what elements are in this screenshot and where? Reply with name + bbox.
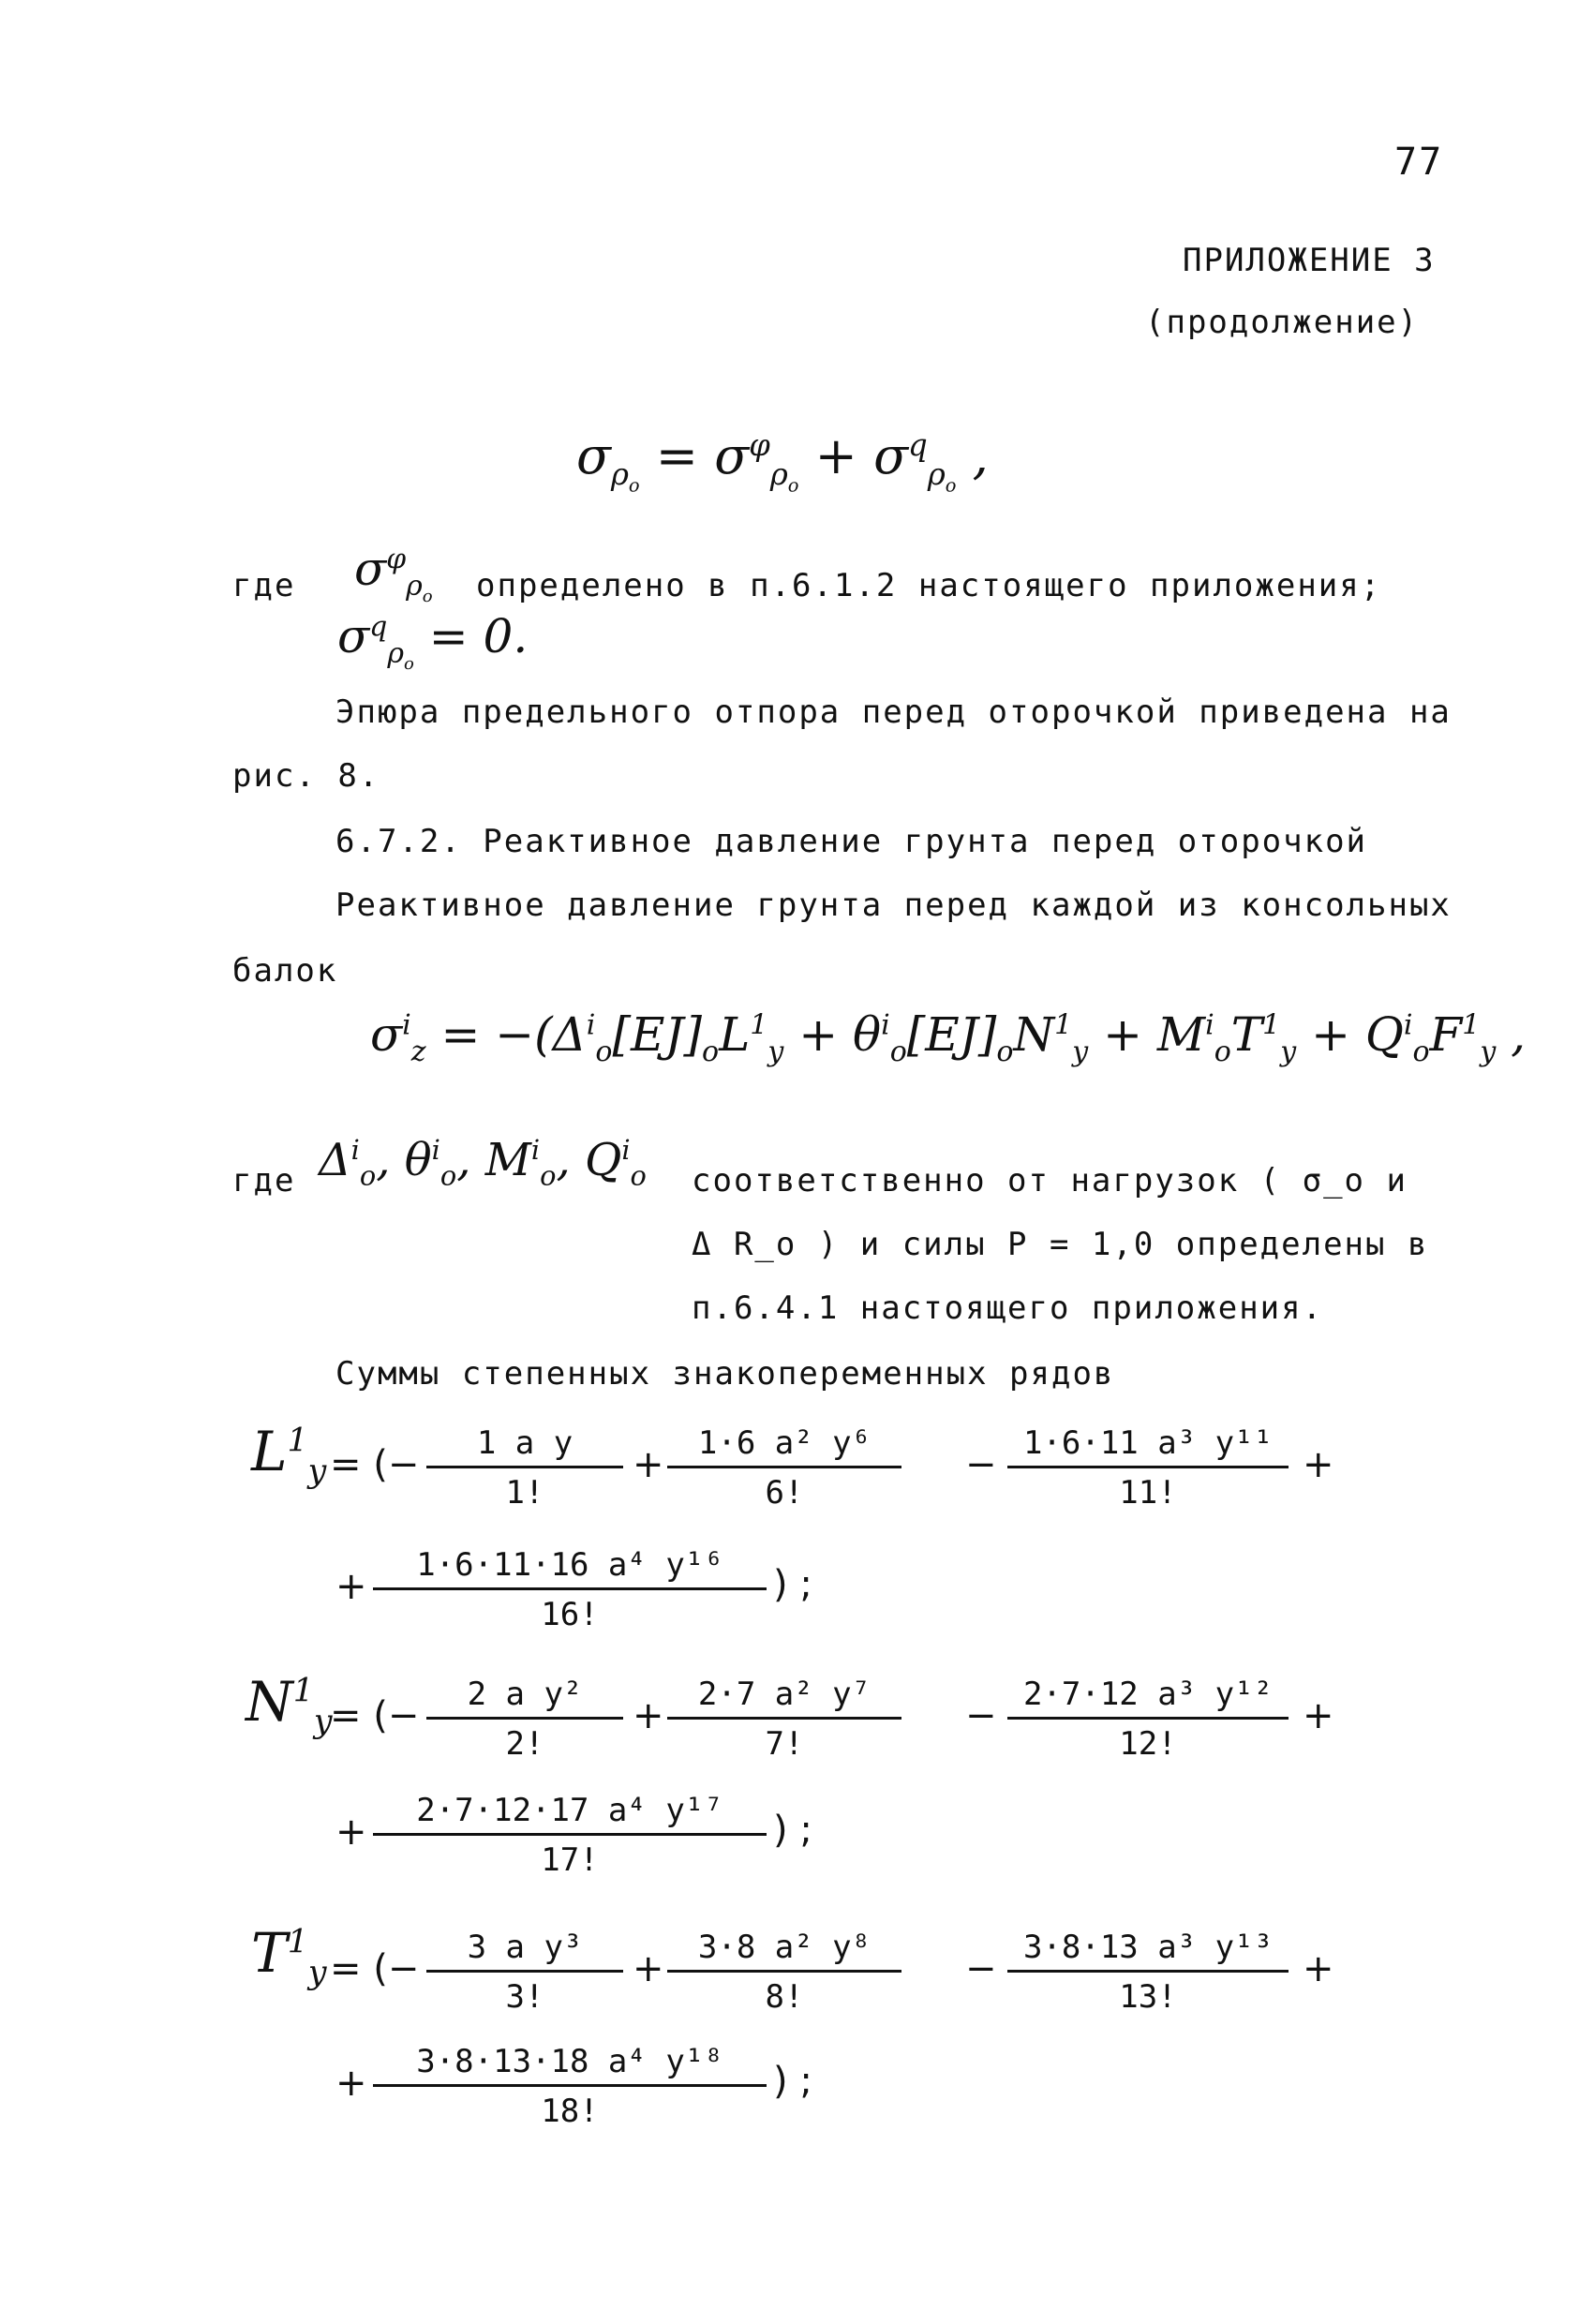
series-L-close: ) ; <box>773 1563 812 1606</box>
series-L-minus: − <box>965 1443 997 1486</box>
series-L-open: = (− <box>330 1443 420 1486</box>
section-line2: балок <box>232 952 338 990</box>
series-L-lhs: $L^1_y$ <box>251 1420 327 1491</box>
series-N-term-4: $\frac{\text{2·7·12·17 a⁴ y¹⁷}}{17!}$ <box>373 1792 767 1879</box>
appendix-label: ПРИЛОЖЕНИЕ 3 <box>1183 242 1436 279</box>
page-number: 77 <box>1394 141 1444 184</box>
series-L-plus-1: + <box>633 1443 664 1486</box>
sigma-phi-symbol: $\sigma^\varphi_{\rho_o}$ <box>354 542 433 606</box>
series-T-term-2: $\frac{\text{3·8 a² y⁸}}{8!}$ <box>667 1929 901 2016</box>
series-L-plus-2: + <box>1303 1443 1334 1486</box>
sums-heading: Суммы степенных знакопеременных рядов <box>335 1355 1115 1393</box>
series-T-term-4: $\frac{\text{3·8·13·18 a⁴ y¹⁸}}{18!}$ <box>373 2043 767 2130</box>
continuation-label: (продолжение) <box>1145 304 1420 341</box>
series-N-term-2: $\frac{\text{2·7 a² y⁷}}{7!}$ <box>667 1676 901 1763</box>
series-N-plus-1: + <box>633 1694 664 1737</box>
series-N-plus-2: + <box>1303 1694 1334 1737</box>
paragraph-epura-line2: рис. 8. <box>232 757 380 795</box>
equation-sigma-z: $\sigma^i_z = -(\Delta^i_o[EJ]_oL^1_y + \theta^i_o[EJ]_oN^1_y + M^i_oT^1_y + Q^i_oF^1_y$ , <box>370 1007 1527 1068</box>
series-T-term-1: $\frac{\text{3 a y³}}{3!}$ <box>426 1929 623 2016</box>
where-text-1: определено в п.6.1.2 настоящего приложения; <box>476 567 1382 604</box>
where-label-2: где <box>232 1162 296 1199</box>
series-N-lhs: $N^1_y$ <box>246 1670 333 1741</box>
series-N-term-1: $\frac{\text{2 a y²}}{2!}$ <box>426 1676 623 1763</box>
equation-sigma-po: $\sigma_{\rho_o} = \sigma^\varphi_{\rho_o} + \sigma^q_{\rho_o}$ , <box>576 426 989 497</box>
series-N-open: = (− <box>330 1694 420 1737</box>
series-T-term-3: $\frac{\text{3·8·13 a³ y¹³}}{13!}$ <box>1007 1929 1289 2016</box>
section-line1: Реактивное давление грунта перед каждой из консольных <box>335 886 1452 924</box>
paragraph-epura-line1: Эпюра предельного отпора перед оторочкой приведена на <box>335 693 1452 731</box>
series-L-term-2: $\frac{\text{1·6 a² y⁶}}{6!}$ <box>667 1424 901 1512</box>
section-heading: 6.7.2. Реактивное давление грунта перед оторочкой <box>335 823 1368 860</box>
series-L-plus-3: + <box>335 1565 367 1608</box>
where2-line3: п.6.4.1 настоящего приложения. <box>692 1289 1324 1327</box>
series-N-term-3: $\frac{\text{2·7·12 a³ y¹²}}{12!}$ <box>1007 1676 1289 1763</box>
series-T-lhs: $T^1_y$ <box>251 1921 327 1992</box>
series-L-term-3: $\frac{\text{1·6·11 a³ y¹¹}}{11!}$ <box>1007 1424 1289 1512</box>
series-N-minus: − <box>965 1694 997 1737</box>
series-L-term-4: $\frac{\text{1·6·11·16 a⁴ y¹⁶}}{16!}$ <box>373 1546 767 1633</box>
series-N-plus-3: + <box>335 1810 367 1854</box>
where2-line2: Δ R_o ) и силы P = 1,0 определены в <box>692 1226 1429 1263</box>
coefficient-symbols: $\Delta^i_o$, $\theta^i_o$, $M^i_o$, $Q^i_o$ <box>319 1134 647 1192</box>
series-T-open: = (− <box>330 1947 420 1990</box>
where2-line1: соответственно от нагрузок ( σ_o и <box>692 1162 1408 1199</box>
series-N-close: ) ; <box>773 1809 812 1852</box>
where-label-1: где <box>232 567 296 604</box>
series-T-minus: − <box>965 1947 997 1990</box>
series-L-term-1: $\frac{\text{1 a y}}{1!}$ <box>426 1424 623 1512</box>
series-T-plus-1: + <box>633 1947 664 1990</box>
series-T-plus-3: + <box>335 2062 367 2105</box>
series-T-plus-2: + <box>1303 1947 1334 1990</box>
series-T-close: ) ; <box>773 2060 812 2103</box>
sigma-q-zero: $\sigma^q_{\rho_o} = 0$. <box>337 609 529 674</box>
